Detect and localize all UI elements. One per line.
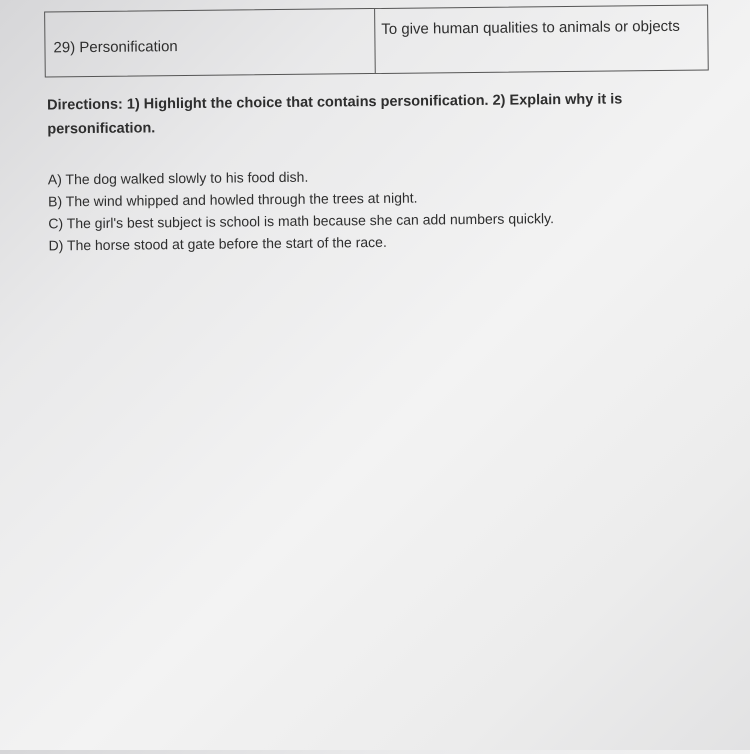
choice-b: B) The wind whipped and howled through the trees at night.: [48, 189, 418, 210]
choice-a: A) The dog walked slowly to his food dish.: [47, 168, 309, 188]
directions-text: Directions: 1) Highlight the choice that contains personification. 2) Explain why it is personification.: [47, 91, 623, 138]
vocabulary-definition: To give human qualities to animals or objects: [381, 17, 680, 38]
vocabulary-table: [44, 5, 709, 78]
vocabulary-term: 29) Personification: [45, 9, 376, 76]
choice-c: C) The girl's best subject is school is math because she can add numbers quickly.: [48, 210, 555, 232]
answer-choices: [48, 162, 709, 257]
choice-d: D) The horse stood at gate before the start of the race.: [48, 233, 387, 254]
